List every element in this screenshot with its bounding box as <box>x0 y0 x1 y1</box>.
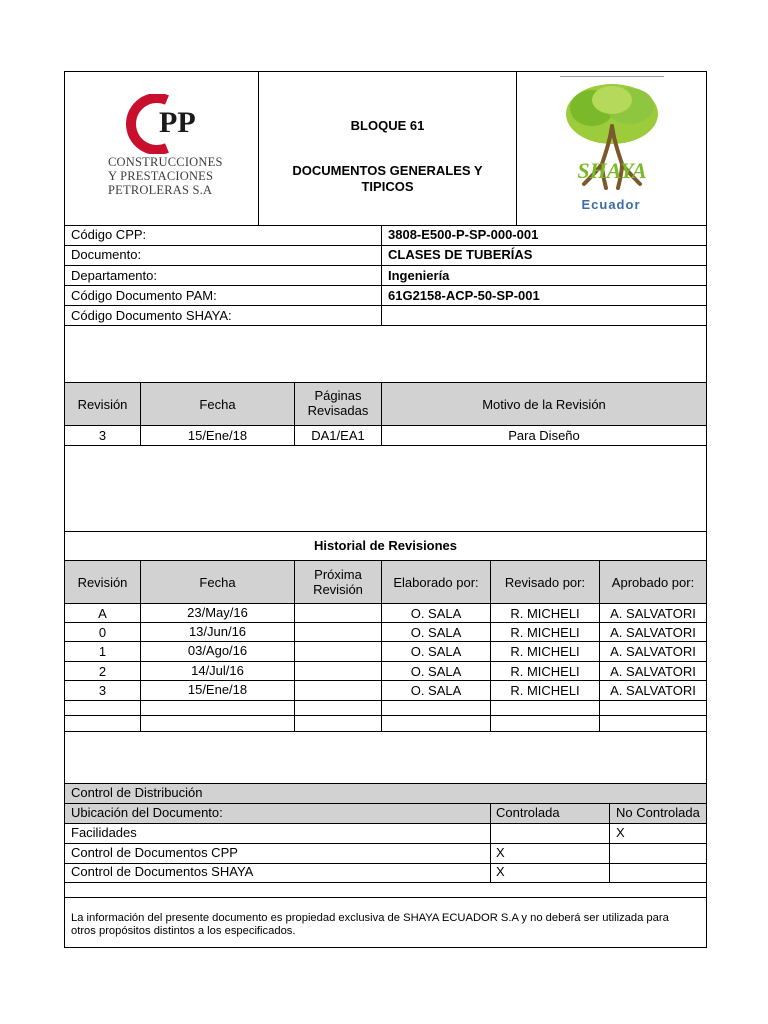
footer-disclaimer-line2: otros propósitos distintos a los especificados. <box>71 925 296 937</box>
cpp-logo <box>105 92 245 202</box>
history-row-approved: A. SALVATORI <box>610 624 696 640</box>
info-value-document: CLASES DE TUBERÍAS <box>388 247 533 262</box>
history-row-approved: A. SALVATORI <box>610 605 696 621</box>
current-rev-value-revision: 3 <box>98 428 107 443</box>
distribution-row-uncontrolled: X <box>616 825 625 840</box>
history-row-rev: A <box>98 605 107 621</box>
history-row-made: O. SALA <box>410 605 462 621</box>
history-header-made-by: Elaborado por: <box>393 574 479 590</box>
history-row-made: O. SALA <box>410 683 462 698</box>
distribution-header-uncontrolled: No Controlada <box>616 805 700 820</box>
distribution-row-location: Control de Documentos CPP <box>71 845 238 860</box>
current-rev-header-date: Fecha <box>199 396 236 412</box>
history-row-reviewed: R. MICHELI <box>510 644 580 659</box>
distribution-header-controlled: Controlada <box>496 805 560 820</box>
history-row-reviewed: R. MICHELI <box>510 605 580 621</box>
history-row-rev: 1 <box>98 644 107 659</box>
history-row-approved: A. SALVATORI <box>610 683 696 698</box>
shaya-logo-country: Ecuador <box>581 197 641 212</box>
current-rev-header-revision: Revisión <box>77 396 128 412</box>
distribution-title: Control de Distribución <box>71 785 203 800</box>
history-row-rev: 0 <box>98 624 107 640</box>
shaya-tree-icon <box>562 80 662 205</box>
history-row-date: 03/Ago/16 <box>187 643 248 658</box>
current-rev-value-reason: Para Diseño <box>508 428 580 443</box>
history-title: Historial de Revisiones <box>313 538 458 553</box>
history-row-reviewed: R. MICHELI <box>510 663 580 679</box>
info-label-shaya-code: Código Documento SHAYA: <box>71 308 232 323</box>
history-row-reviewed: R. MICHELI <box>510 683 580 698</box>
distribution-row-controlled: X <box>496 845 505 860</box>
info-value-pam-code: 61G2158-ACP-50-SP-001 <box>388 288 540 303</box>
block-title: BLOQUE 61 <box>350 118 425 133</box>
shaya-logo <box>558 76 668 216</box>
history-row-rev: 3 <box>98 683 107 698</box>
shaya-logo-word: SHAYA <box>577 158 647 183</box>
footer-disclaimer-line1: La información del presente documento es propiedad exclusiva de SHAYA ECUADOR S.A y no deberá ser utilizada para <box>71 912 669 924</box>
history-row-date: 14/Jul/16 <box>191 662 244 678</box>
history-row-approved: A. SALVATORI <box>610 644 696 659</box>
history-row-reviewed: R. MICHELI <box>510 624 580 640</box>
cpp-logo-line1: CONSTRUCCIONES <box>108 155 223 169</box>
info-label-document: Documento: <box>71 247 142 262</box>
distribution-row-location: Facilidades <box>71 825 137 840</box>
cpp-logo-letters: PP <box>159 106 196 139</box>
info-label-pam-code: Código Documento PAM: <box>71 288 217 303</box>
history-row-made: O. SALA <box>410 663 462 679</box>
history-row-date: 13/Jun/16 <box>188 623 247 639</box>
history-header-reviewed-by: Revisado por: <box>504 574 586 590</box>
history-row-approved: A. SALVATORI <box>610 663 696 679</box>
history-header-approved-by: Aprobado por: <box>611 574 695 590</box>
history-row-date: 23/May/16 <box>187 604 248 620</box>
info-value-department: Ingeniería <box>388 268 450 283</box>
current-rev-header-pages-l2: Revisadas <box>307 403 369 418</box>
cpp-logo-line2: Y PRESTACIONES <box>108 169 214 183</box>
info-label-cpp-code: Código CPP: <box>71 227 147 242</box>
history-header-revision: Revisión <box>77 574 128 590</box>
info-value-cpp-code: 3808-E500-P-SP-000-001 <box>388 227 539 242</box>
history-header-next-l2: Revisión <box>313 582 363 597</box>
history-row-made: O. SALA <box>410 644 462 659</box>
distribution-row-controlled: X <box>496 864 505 879</box>
document-title-line1: DOCUMENTOS GENERALES Y <box>292 163 483 178</box>
history-row-rev: 2 <box>98 663 107 679</box>
history-row-made: O. SALA <box>410 624 462 640</box>
current-rev-value-date: 15/Ene/18 <box>187 428 248 443</box>
current-rev-header-reason: Motivo de la Revisión <box>482 396 606 412</box>
info-label-department: Departamento: <box>71 268 157 283</box>
cpp-logo-line3: PETROLERAS S.A <box>108 183 213 197</box>
document-cover-sheet <box>64 71 707 948</box>
history-row-date: 15/Ene/18 <box>187 682 248 697</box>
current-rev-value-pages: DA1/EA1 <box>311 428 365 443</box>
distribution-row-location: Control de Documentos SHAYA <box>71 864 254 879</box>
history-header-date: Fecha <box>199 574 236 590</box>
document-title-line2: TIPICOS <box>361 179 414 194</box>
distribution-header-location: Ubicación del Documento: <box>71 805 223 820</box>
history-header-next-l1: Próxima <box>314 567 362 582</box>
current-rev-header-pages-l1: Páginas <box>314 388 362 403</box>
